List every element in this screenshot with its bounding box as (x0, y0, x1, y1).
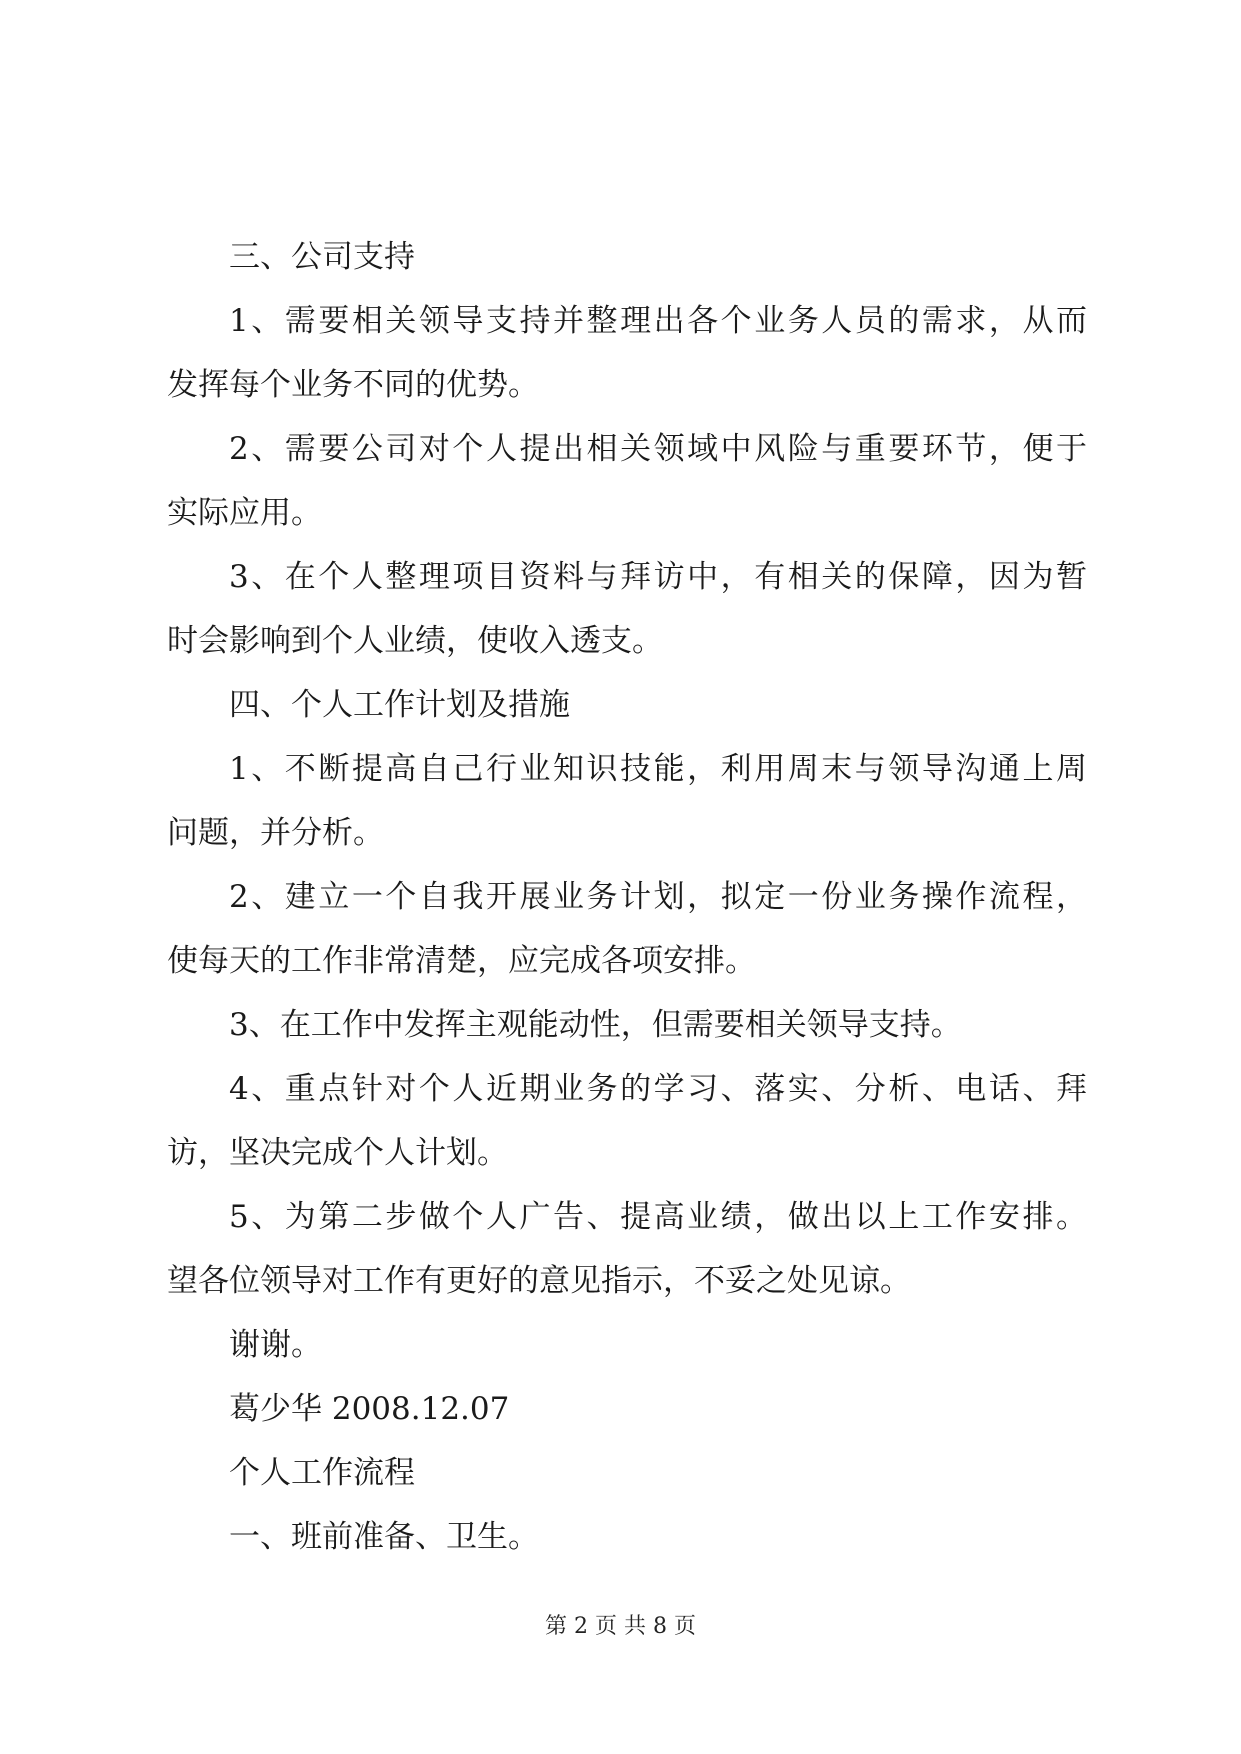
section-heading-work-plan: 四、个人工作计划及措施 (229, 687, 570, 723)
closing-thanks: 谢谢。 (229, 1327, 322, 1363)
paragraph-line: 2、需要公司对个人提出相关领域中风险与重要环节，便于 (229, 431, 1087, 467)
document-body (167, 225, 1087, 1569)
paragraph-line: 望各位领导对工作有更好的意见指示，不妥之处见谅。 (167, 1263, 911, 1299)
paragraph-line: 时会影响到个人业绩，使收入透支。 (167, 623, 663, 659)
paragraph-line: 1、需要相关领导支持并整理出各个业务人员的需求，从而 (229, 303, 1087, 339)
signature-date: 葛少华 2008.12.07 (229, 1391, 510, 1427)
paragraph-line: 实际应用。 (167, 495, 322, 531)
paragraph-line: 3、在个人整理项目资料与拜访中，有相关的保障，因为暂 (229, 559, 1087, 595)
paragraph-line: 问题，并分析。 (167, 815, 384, 851)
paragraph-line: 发挥每个业务不同的优势。 (167, 367, 539, 403)
paragraph-line: 一、班前准备、卫生。 (229, 1519, 539, 1555)
section-title-work-process: 个人工作流程 (229, 1455, 415, 1491)
paragraph-line: 2、建立一个自我开展业务计划，拟定一份业务操作流程， (229, 879, 1087, 915)
paragraph-line: 4、重点针对个人近期业务的学习、落实、分析、电话、拜 (229, 1071, 1087, 1107)
section-heading-company-support: 三、公司支持 (229, 239, 415, 275)
paragraph-line: 5、为第二步做个人广告、提高业绩，做出以上工作安排。 (229, 1199, 1087, 1235)
page-number-footer: 第 2 页 共 8 页 (545, 1614, 696, 1639)
paragraph-line: 使每天的工作非常清楚，应完成各项安排。 (167, 943, 756, 979)
paragraph-line: 3、在工作中发挥主观能动性，但需要相关领导支持。 (229, 1007, 962, 1043)
paragraph-line: 访，坚决完成个人计划。 (167, 1135, 508, 1171)
paragraph-line: 1、不断提高自己行业知识技能，利用周末与领导沟通上周 (229, 751, 1087, 787)
